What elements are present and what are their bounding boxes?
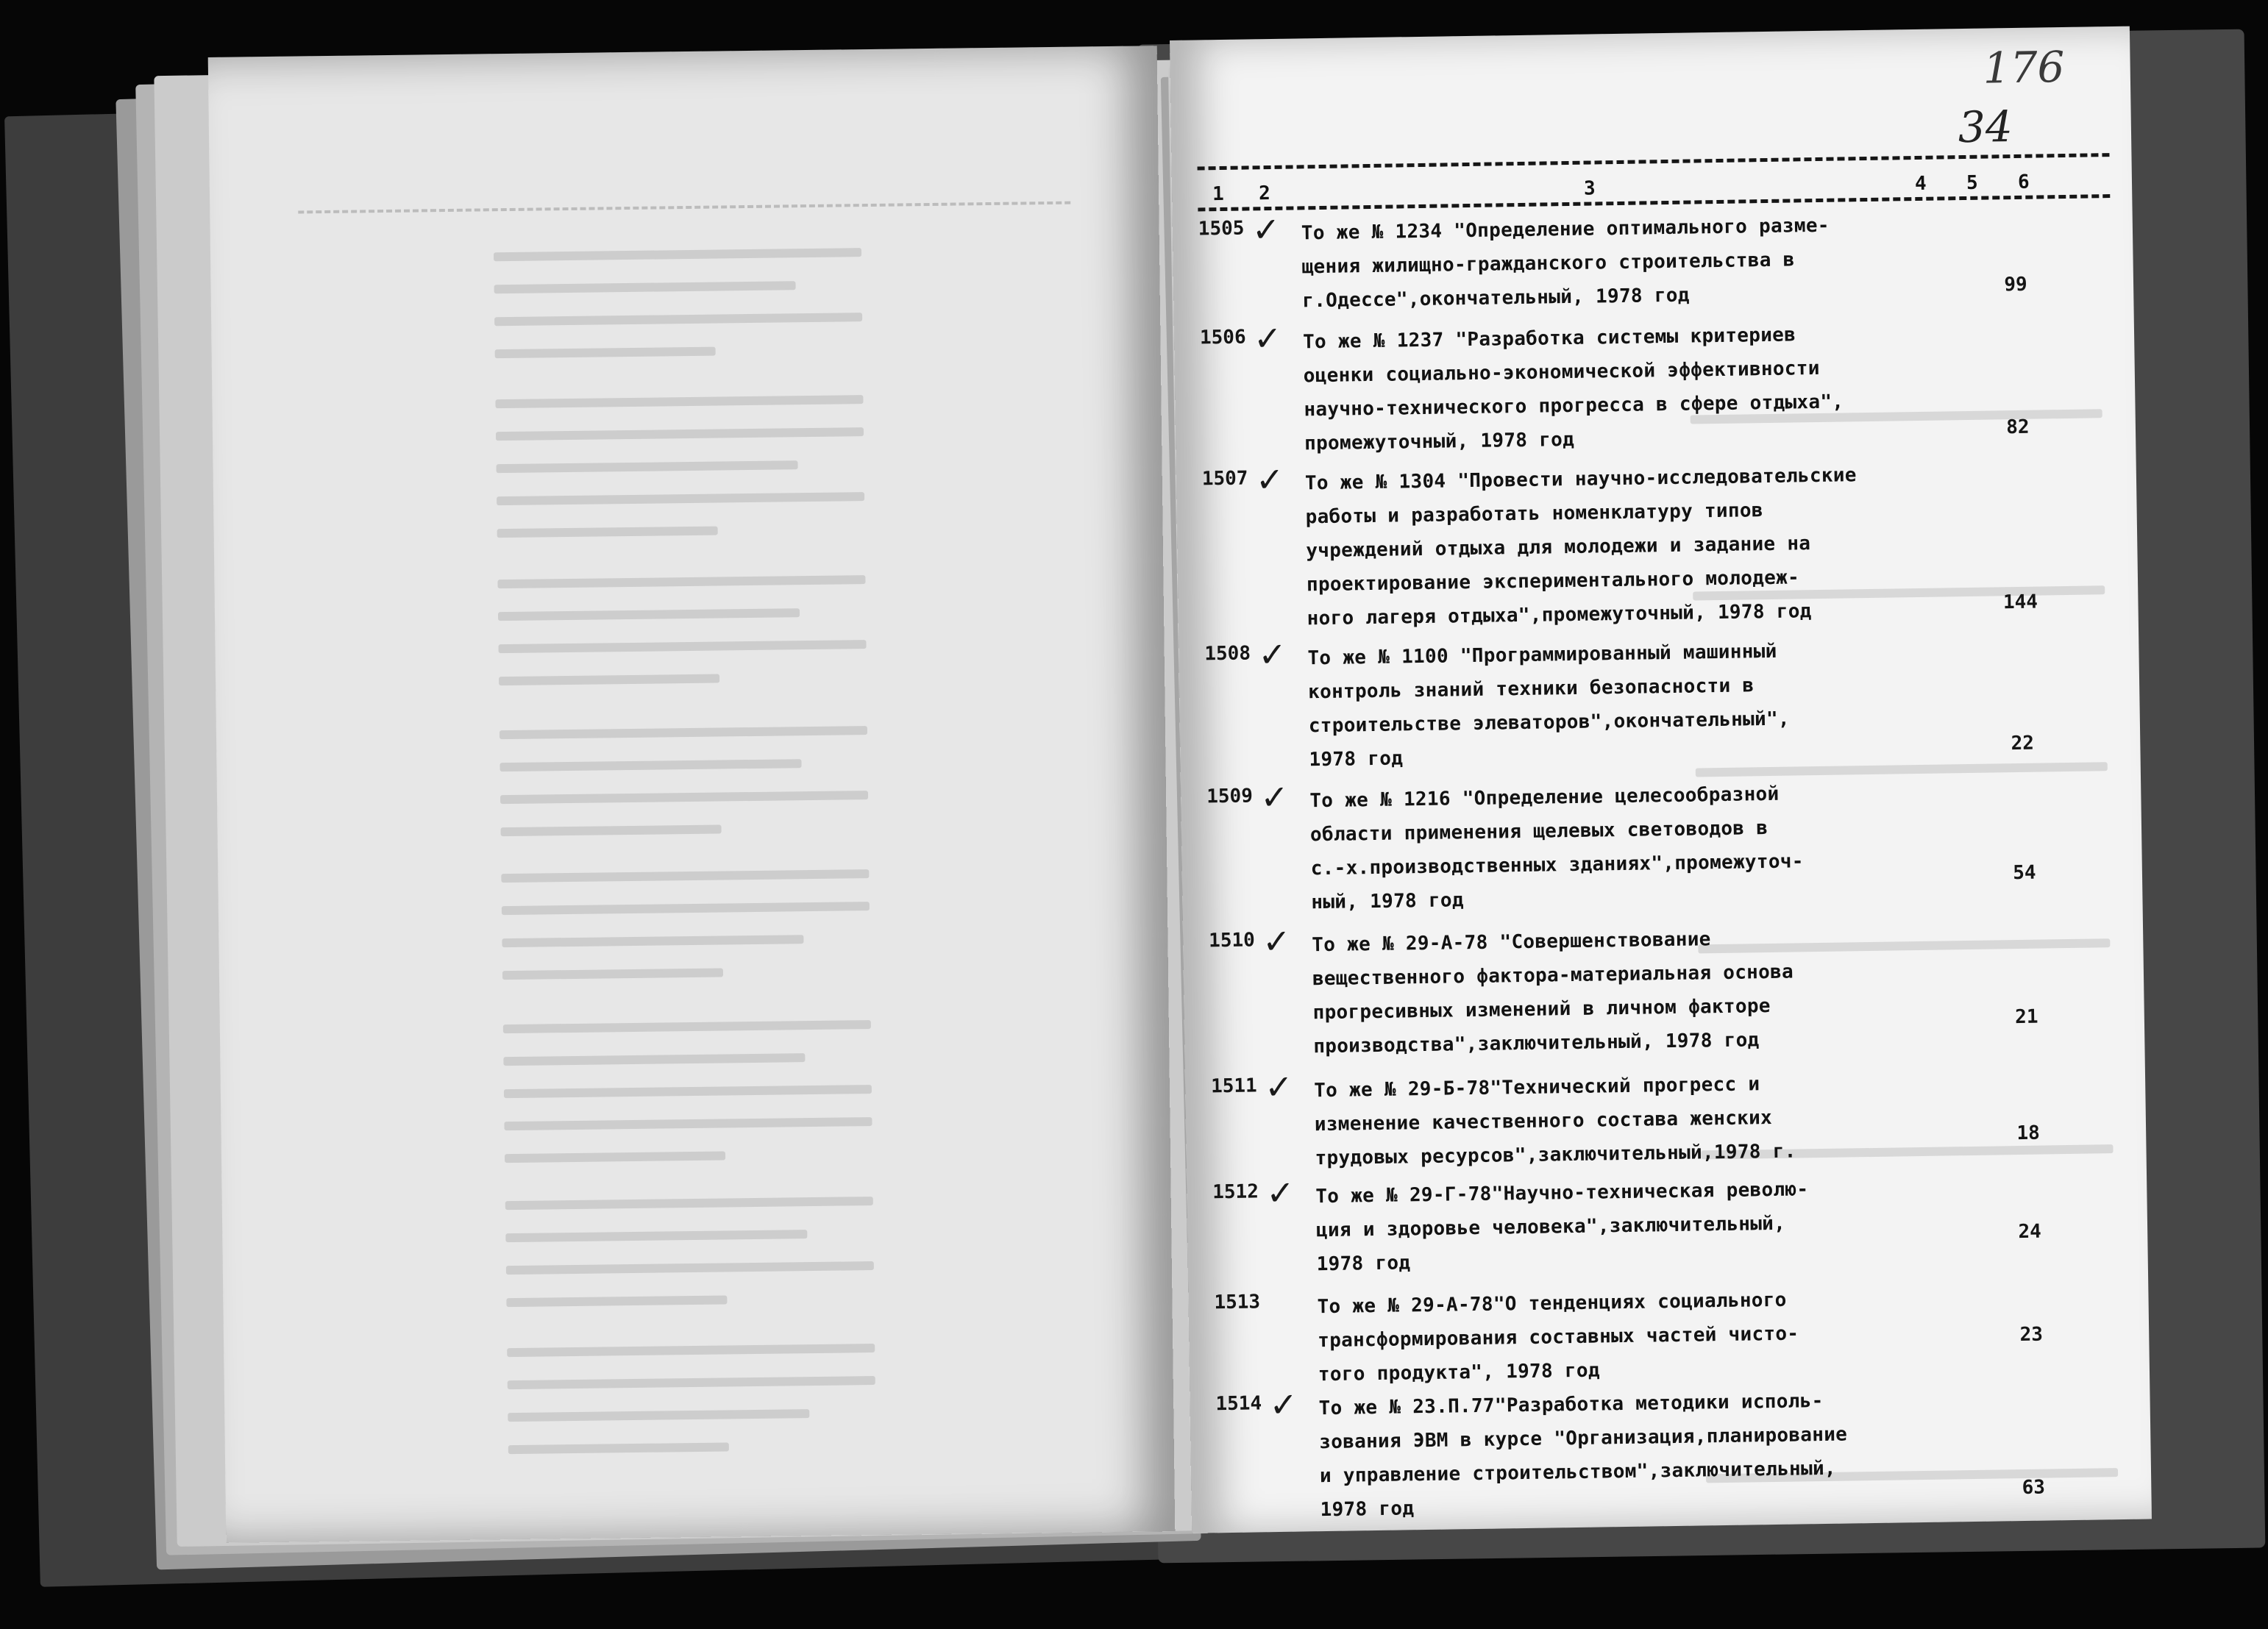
checkmark-icon: ✓ — [1259, 777, 1290, 818]
entry-page-count: 63 — [2022, 1476, 2046, 1500]
column-header-5: 5 — [1966, 171, 1978, 194]
entry-description: То же № 1216 "Определение целесообразной области применения щелевых световодов в с.-х.производственных зданиях",промежуточ- ный, 1978 год — [1309, 783, 1804, 914]
entry-number: 1513 — [1214, 1291, 1261, 1314]
entry-number: 1506 — [1199, 326, 1246, 349]
entry-number: 1507 — [1201, 467, 1248, 491]
entry-page-count: 18 — [2016, 1122, 2041, 1145]
entry-number: 1512 — [1212, 1180, 1259, 1204]
entry-description: То же № 1237 "Разработка системы критериев оценки социально-экономической эффективности научно-технического прогресса в сфере отдыха", промежуточный, 1978 год — [1302, 324, 1844, 455]
entry-number: 1505 — [1198, 217, 1245, 240]
entry-description: То же № 1234 "Определение оптимального разме- щения жилищно-гражданского строительства в г.Одессе",окончательный, 1978 год — [1301, 214, 1830, 313]
column-header-3: 3 — [1583, 177, 1596, 200]
checkmark-icon: ✓ — [1264, 1066, 1294, 1108]
entry-page-count: 22 — [2011, 732, 2035, 755]
bleed-through-text — [501, 869, 871, 1035]
checkmark-icon: ✓ — [1251, 209, 1281, 250]
checkmark-icon: ✓ — [1269, 1384, 1298, 1425]
checkmark-icon: ✓ — [1262, 921, 1292, 962]
entry-number: 1510 — [1208, 929, 1256, 952]
entry-number: 1514 — [1215, 1392, 1262, 1416]
checkmark-icon: ✓ — [1253, 318, 1282, 359]
entry-page-count: 144 — [2002, 591, 2038, 614]
left-page — [208, 46, 1176, 1543]
entry-description: То же № 1100 "Программированный машинный контроль знаний техники безопасности в строительстве элеваторов",окончательный", 1978 год — [1307, 640, 1791, 771]
entry-page-count: 24 — [2018, 1220, 2042, 1244]
column-header-2: 2 — [1258, 182, 1270, 205]
bleed-through-text — [500, 726, 870, 892]
entry-description: То же № 29-А-78"О тенденциях социального трансформирования составных частей чисто- того продукта", 1978 год — [1317, 1288, 1799, 1386]
bleed-through-text — [507, 1344, 877, 1510]
checkmark-icon: ✓ — [1265, 1172, 1295, 1213]
bleed-through-text — [494, 248, 864, 414]
checkmark-icon: ✓ — [1258, 634, 1287, 675]
header-rule-top — [1198, 153, 2110, 170]
bleed-through-text — [503, 1020, 873, 1186]
entry-page-count: 21 — [2014, 1005, 2038, 1029]
entry-page-count: 54 — [2013, 861, 2036, 885]
right-page — [1170, 26, 2152, 1533]
bleed-through-text — [497, 575, 867, 741]
entry-description: То же № 23.П.77"Разработка методики исполь- зования ЭВМ в курсе "Организация,планирование и управление строительством",заключительный, 1978 год — [1318, 1390, 1848, 1522]
checkmark-icon: ✓ — [1255, 459, 1284, 500]
entry-page-count: 99 — [2004, 273, 2027, 296]
column-header-1: 1 — [1212, 182, 1224, 206]
entry-description: То же № 1304 "Провести научно-исследовательские работы и разработать номенклатуру типов учреждений отдыха для молодежи и задание на проектирование экспериментального молодеж- ного лагеря отдыха",промежуточный, 1978 год — [1304, 464, 1857, 630]
bleed-through-text — [495, 395, 865, 561]
folio-number-secondary: 34 — [1958, 101, 2013, 153]
entry-page-count: 82 — [2006, 416, 2030, 439]
bleed-through-text — [505, 1197, 875, 1363]
entry-description: То же № 29-Г-78"Научно-техническая револю- ция и здоровье человека",заключительный, 1978 год — [1315, 1178, 1809, 1276]
column-header-4: 4 — [1914, 172, 1927, 195]
register-entry — [1185, 1061, 2145, 1170]
bleed-through-header — [298, 202, 1070, 243]
header-rule-bottom — [1198, 194, 2110, 211]
entry-description: То же № 29-А-78 "Совершенствование вещественного фактора-материальная основа прогресивных изменений в личном факторе производства",заключительный, 1978 год — [1312, 928, 1794, 1058]
entry-description: То же № 29-Б-78"Технический прогресс и изменение качественного состава женских трудовых ресурсов",заключительный,1978 г. — [1313, 1073, 1796, 1170]
entry-number: 1509 — [1206, 785, 1254, 808]
entry-page-count: 23 — [2019, 1323, 2044, 1347]
folio-number: 176 — [1983, 41, 2065, 93]
column-header-6: 6 — [2017, 171, 2030, 193]
entry-number: 1511 — [1210, 1074, 1257, 1098]
entry-number: 1508 — [1204, 642, 1251, 666]
